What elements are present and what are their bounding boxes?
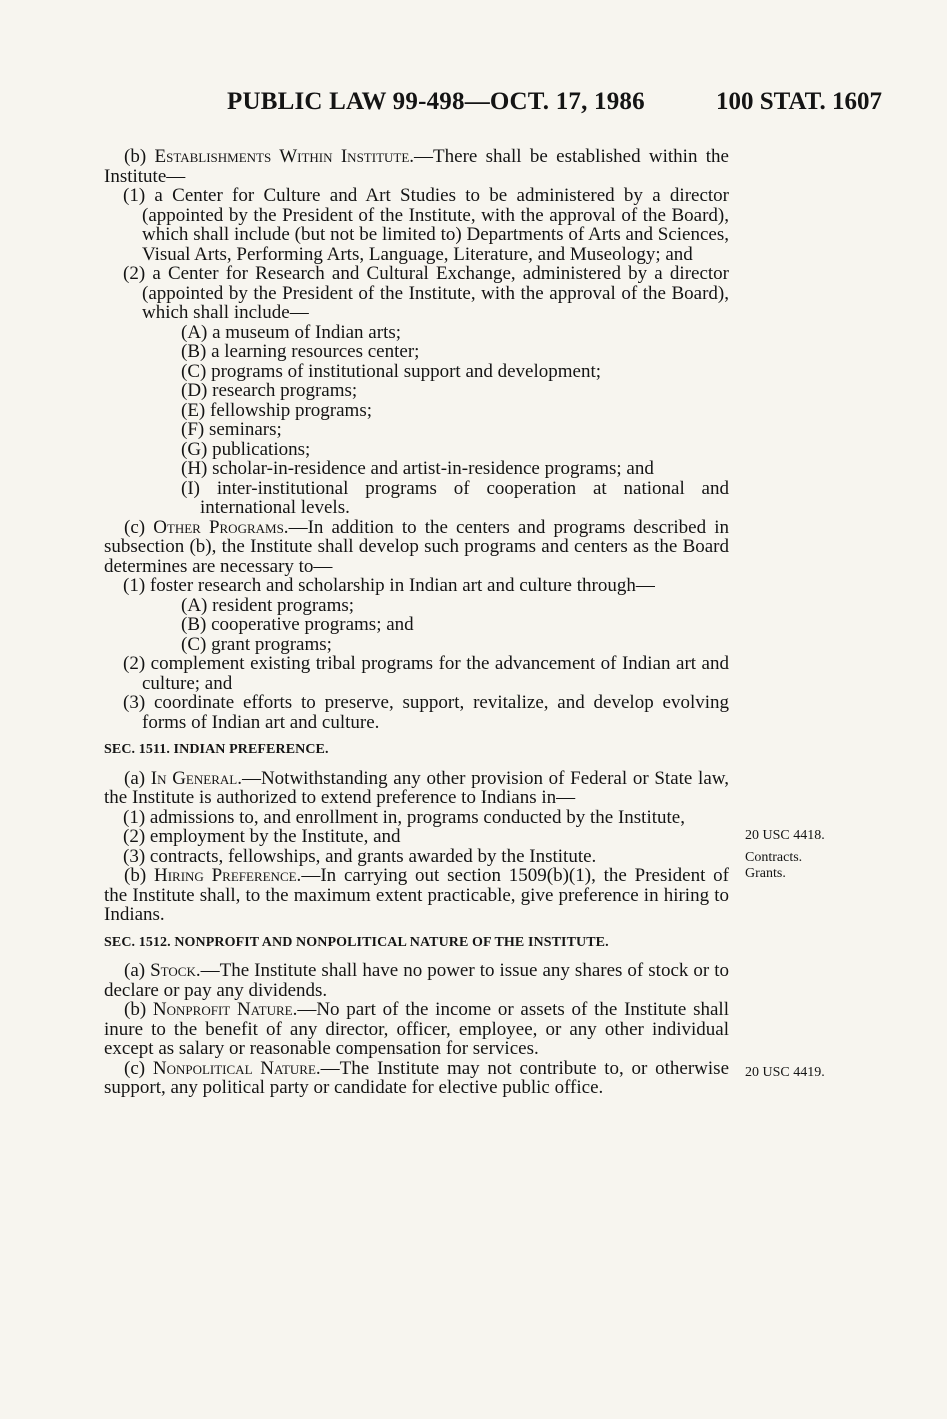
subsection-b: (b) Establishments Within Institute.—There shall be established within the Institute— bbox=[104, 146, 729, 187]
subsection-heading: Other Programs. bbox=[153, 516, 289, 538]
section-1512-b: (b) Nonprofit Nature.—No part of the income or assets of the Institute shall inure to the benefit of any director, officer, employee, or any other individual except as salary or reasonable compensation for services. bbox=[104, 999, 729, 1059]
subsection-heading: In General. bbox=[150, 767, 242, 789]
subsection-heading: Nonprofit Nature. bbox=[152, 999, 298, 1020]
section-1511-b: (b) Hiring Preference.—In carrying out section 1509(b)(1), the President of the Institute shall, to the maximum extent practicable, give preference in hiring to Indians. bbox=[104, 865, 729, 925]
statute-body bbox=[104, 147, 729, 1098]
section-1511-a: (a) In General.—Notwithstanding any other provision of Federal or State law, the Institute is authorized to extend preference to Indians in— bbox=[104, 767, 729, 808]
margin-tag-grants: Grants. bbox=[745, 866, 786, 881]
list-item: (H) scholar-in-residence and artist-in-residence programs; and bbox=[181, 458, 654, 479]
list-item: (B) a learning resources center; bbox=[181, 341, 420, 362]
subsection-c: (c) Other Programs.—In addition to the centers and programs described in subsection (b), the Institute shall develop such programs and centers as the Board determines are necessary to— bbox=[104, 516, 729, 577]
list-item: (G) publications; bbox=[181, 438, 311, 460]
paragraph-1511-a3: (3) contracts, fellowships, and grants awarded by the Institute. bbox=[123, 845, 597, 867]
margin-tag-contracts: Contracts. bbox=[745, 850, 803, 865]
section-1512-c: (c) Nonpolitical Nature.—The Institute may not contribute to, or otherwise support, any political party or candidate for elective public office. bbox=[104, 1057, 730, 1098]
list-item: (C) grant programs; bbox=[181, 633, 332, 655]
statute-page-number: 100 STAT. 1607 bbox=[716, 88, 882, 115]
running-header-title: PUBLIC LAW 99-498—OCT. 17, 1986 bbox=[227, 88, 645, 115]
paragraph-b2: (2) a Center for Research and Cultural Exchange, administered by a director (appointed by the President of the Institute, with the approval of the Board), which shall include— bbox=[123, 263, 729, 323]
subsection-heading: Establishments Within Institute. bbox=[154, 146, 415, 167]
list-item: (D) research programs; bbox=[181, 380, 358, 401]
section-1511-title: SEC. 1511. INDIAN PREFERENCE. bbox=[104, 742, 329, 757]
section-1512-title: SEC. 1512. NONPROFIT AND NONPOLITICAL NATURE OF THE INSTITUTE. bbox=[104, 934, 609, 950]
paragraph-1511-a1: (1) admissions to, and enrollment in, programs conducted by the Institute, bbox=[123, 806, 685, 828]
list-item: (B) cooperative programs; and bbox=[181, 614, 414, 635]
list-item: (E) fellowship programs; bbox=[181, 399, 373, 421]
list-item: (F) seminars; bbox=[181, 419, 282, 440]
section-1512-a: (a) Stock.—The Institute shall have no power to issue any shares of stock or to declare or pay any dividends. bbox=[104, 960, 729, 1001]
list-item: (A) a museum of Indian arts; bbox=[181, 321, 402, 343]
paragraph-c1: (1) foster research and scholarship in Indian art and culture through— bbox=[123, 575, 655, 596]
subsection-heading: Nonpolitical Nature. bbox=[152, 1057, 321, 1079]
list-item: (I) inter-institutional programs of cooperation at national and international levels. bbox=[181, 477, 729, 518]
list-item: (C) programs of institutional support and development; bbox=[181, 360, 602, 382]
paragraph-b1: (1) a Center for Culture and Art Studies to be administered by a director (appointed by the President of the Institute, with the approval of the Board), which shall include (but not be limited to) Departments of Arts and Sciences, Visual Arts, Performing Arts, Language, Literature, and Museology; and bbox=[123, 185, 729, 265]
list-item: (A) resident programs; bbox=[181, 594, 355, 616]
paragraph-c2: (2) complement existing tribal programs for the advancement of Indian art and culture; and bbox=[123, 653, 729, 694]
paragraph-1511-a2: (2) employment by the Institute, and bbox=[123, 826, 401, 847]
subsection-heading: Stock. bbox=[150, 960, 201, 981]
subsection-heading: Hiring Preference. bbox=[153, 865, 302, 886]
paragraph-c3: (3) coordinate efforts to preserve, support, revitalize, and develop evolving forms of Indian art and culture. bbox=[123, 692, 729, 733]
margin-citation-4419: 20 USC 4419. bbox=[745, 1065, 825, 1080]
margin-citation-4418: 20 USC 4418. bbox=[745, 828, 825, 843]
